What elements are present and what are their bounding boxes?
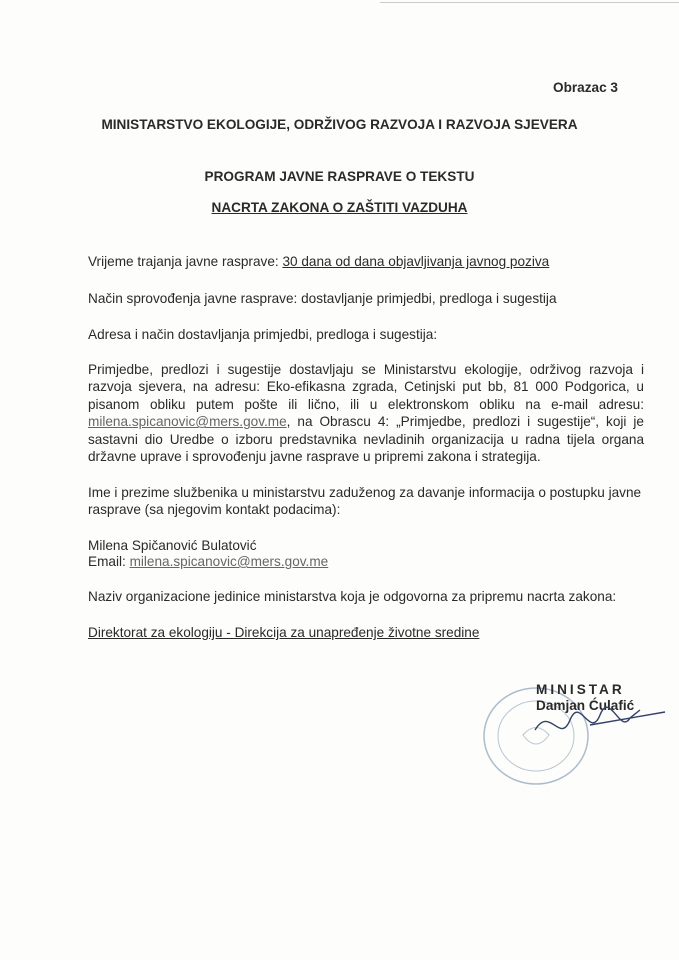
address-heading: Adresa i način dostavljanja primjedbi, predloga i sugestija: [88, 327, 438, 342]
ministry-heading: MINISTARSTVO EKOLOGIJE, ODRŽIVOG RAZVOJA I RAZVOJA SJEVERA [101, 117, 578, 132]
method-value: dostavljanje primjedbi, predloga i sugestija [301, 291, 557, 306]
official-name: Milena Spičanović Bulatović [88, 538, 257, 553]
method-line [88, 290, 644, 307]
official-email-label: Email: [88, 554, 126, 569]
address-paragraph [88, 361, 644, 465]
duration-line [88, 253, 644, 270]
official-email-link[interactable]: milena.spicanovic@mers.gov.me [129, 554, 329, 569]
handwritten-signature [530, 700, 670, 750]
official-email-line [88, 553, 644, 570]
method-label: Način sprovođenja javne rasprave: [88, 291, 298, 306]
law-title: NACRTA ZAKONA O ZAŠTITI VAZDUHA [211, 200, 468, 215]
scan-edge-line [380, 2, 679, 3]
unit-heading: Naziv organizacione jedinice ministarstva koja je odgovorna za pripremu nacrta zakona: [88, 589, 617, 604]
address-text-2: , na Obrascu 4: „Primjedbe, predlozi i sugestije“, koji je sastavni dio Uredbe o izboru predstavnika nevladinih organizacija u radna tijela organa državne uprave i sprovođenju javne rasprave u pripremi zakona i strategija. [88, 414, 644, 465]
form-label: Obrazac 3 [553, 80, 618, 95]
address-email-link[interactable]: milena.spicanovic@mers.gov.me [88, 414, 287, 430]
signature-title: MINISTAR [536, 682, 625, 697]
duration-label: Vrijeme trajanja javne rasprave: [88, 254, 279, 269]
address-text-1: Primjedbe, predlozi i sugestije dostavljaju se Ministarstvu ekologije, održivog razvoja i razvoja sjevera, na adresu: Eko-efikasna zgrada, Cetinjski put bb, 81 000 Podgorica, u pisanom obliku putem pošte ili lično, ili u elektronskom obliku na e-mail adresu: [88, 362, 644, 412]
unit-value: Direktorat za ekologiju - Direkcija za unapređenje životne sredine [88, 625, 480, 640]
duration-value: 30 dana od dana objavljivanja javnog poziva [282, 254, 550, 269]
program-title: PROGRAM JAVNE RASPRAVE O TEKSTU [204, 169, 475, 184]
signature-name: Damjan Ćulafić [536, 698, 635, 713]
official-heading: Ime i prezime službenika u ministarstvu zaduženog za davanje informacija o postupku javne rasprave (sa njegovim kontakt podacima): [88, 485, 642, 518]
